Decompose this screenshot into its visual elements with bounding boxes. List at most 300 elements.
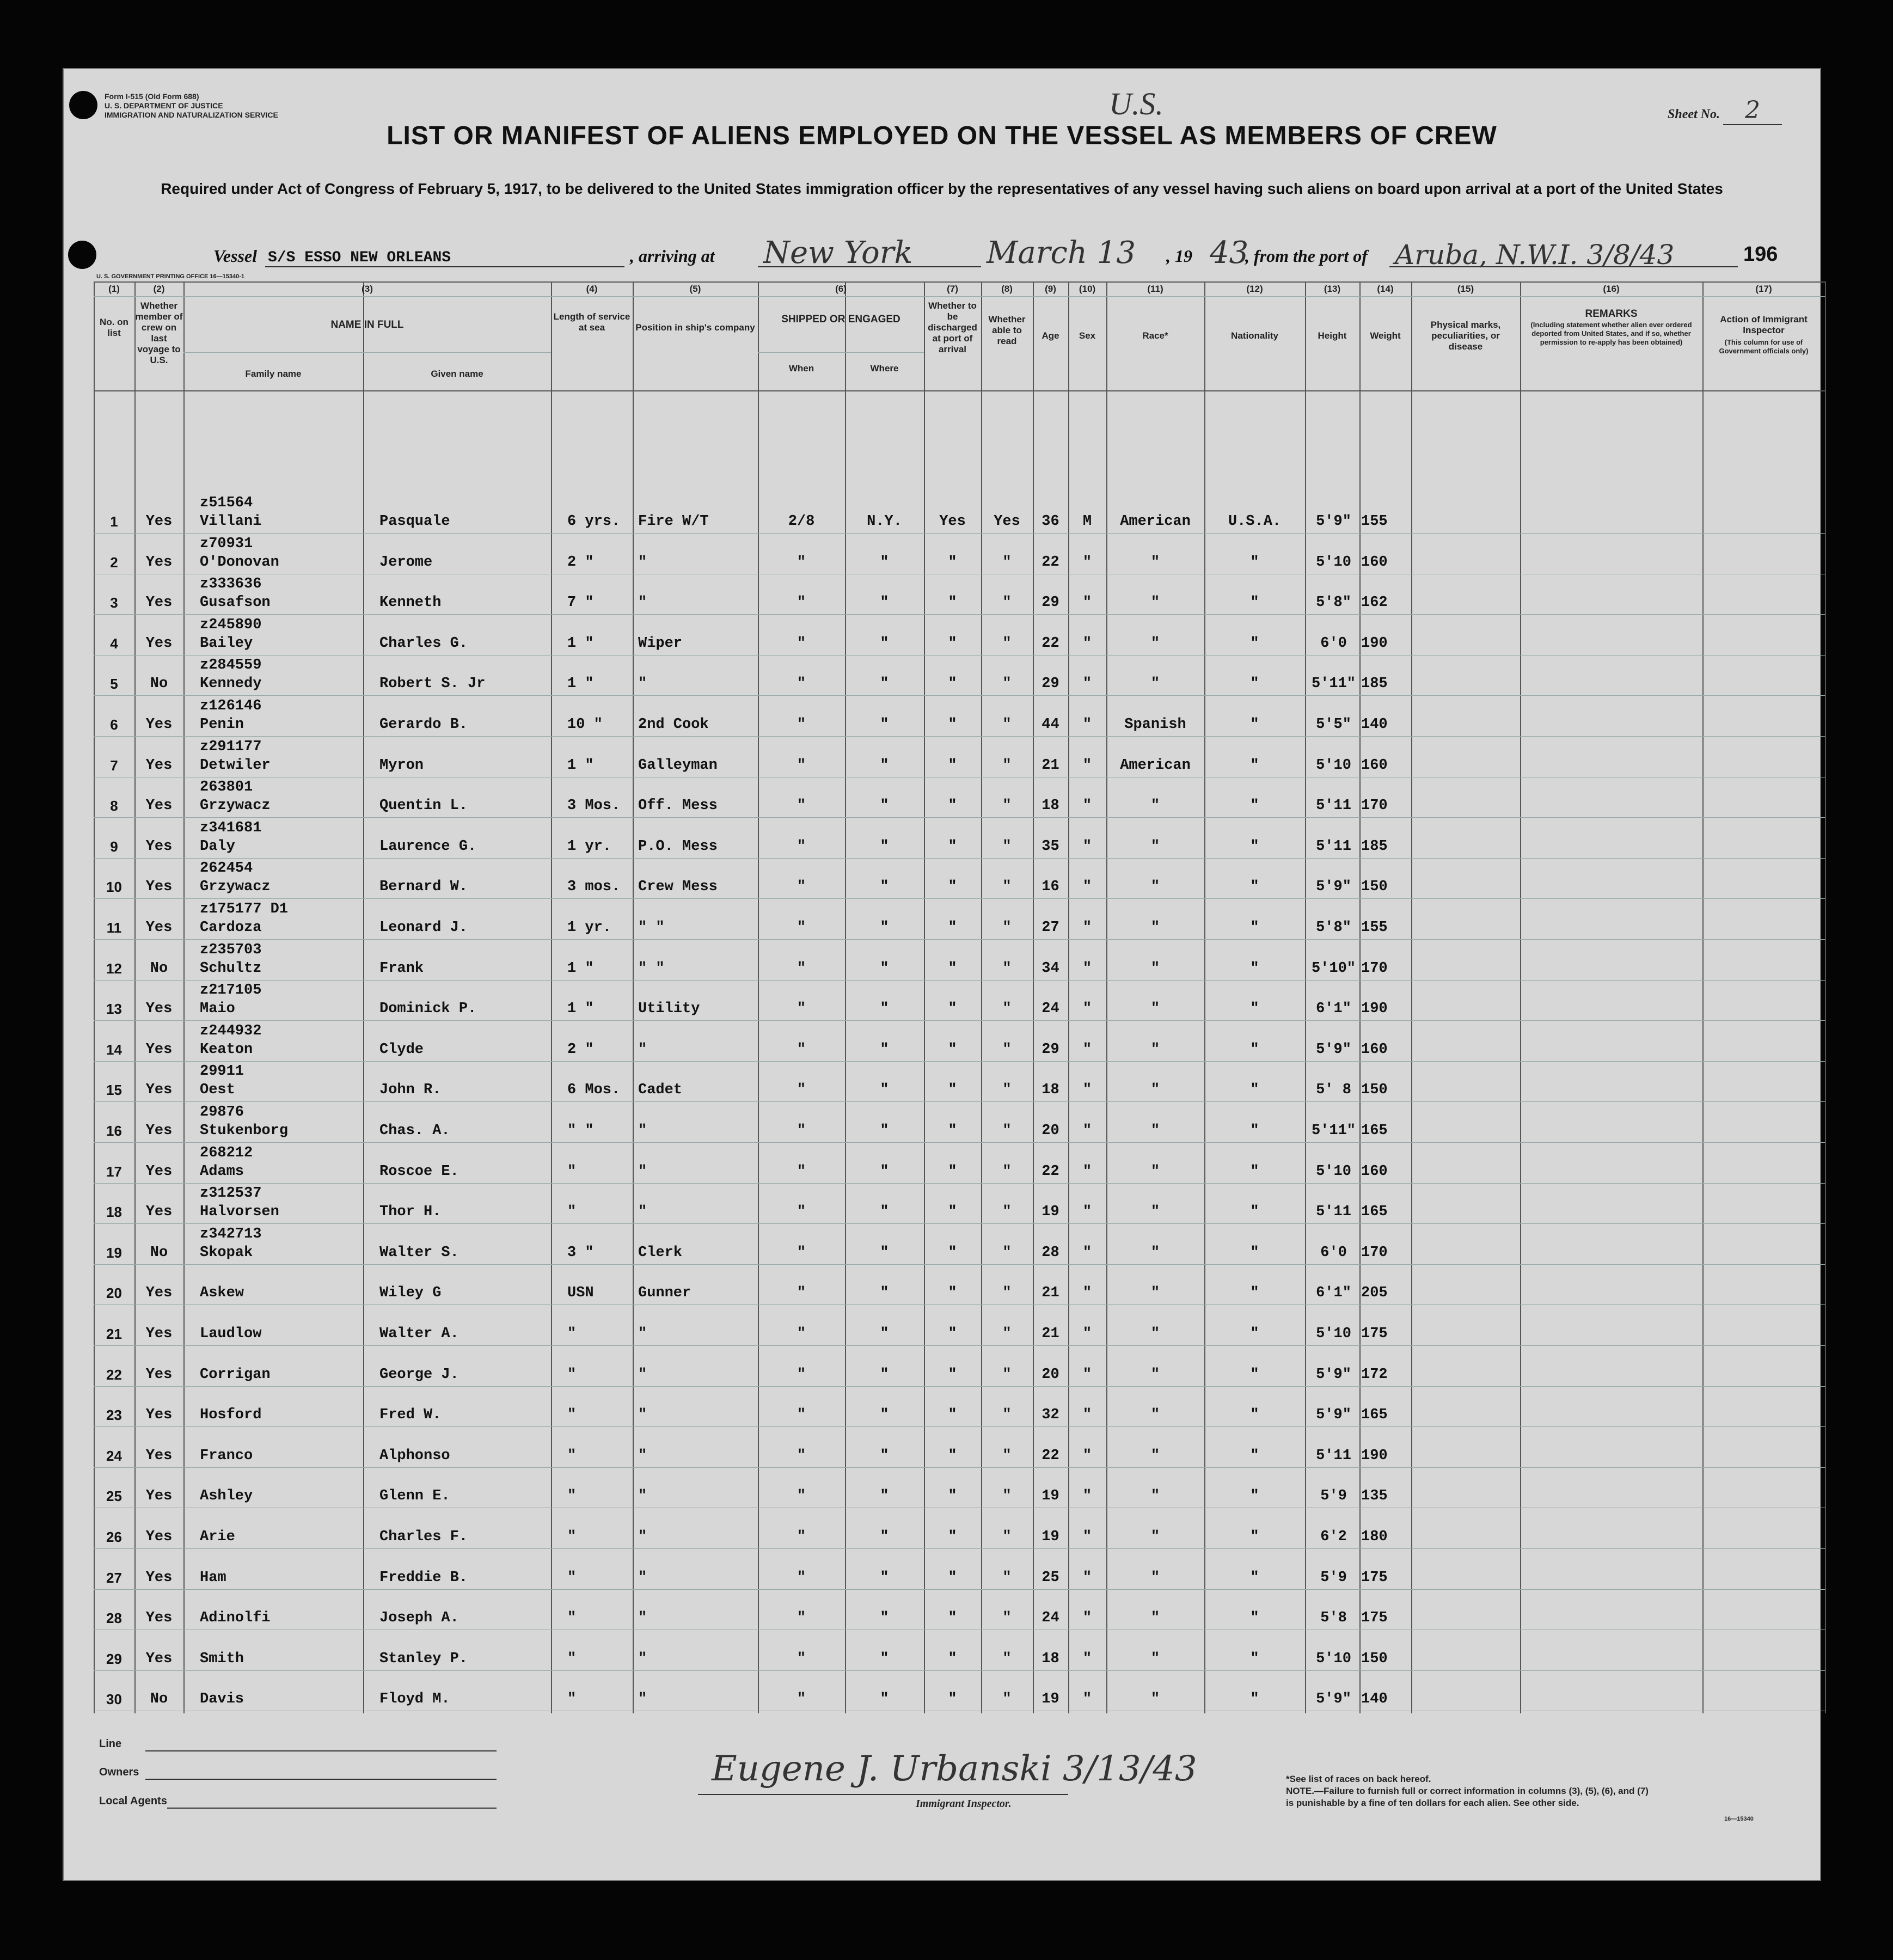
row-number: 29	[106, 1650, 122, 1667]
family-name: Ham	[200, 1569, 226, 1586]
height: 6'1"	[1316, 1001, 1351, 1018]
discharged: Yes	[939, 513, 966, 530]
shipped-where: "	[880, 1285, 889, 1302]
shipped-where: "	[880, 798, 889, 814]
col-number: (1)	[108, 284, 120, 294]
form-identifier	[105, 92, 278, 120]
shipped-where: "	[880, 1163, 889, 1180]
discharged: "	[948, 1326, 957, 1342]
family-name: Penin	[200, 716, 244, 733]
height: 6'0	[1320, 635, 1347, 652]
shipped-where: "	[880, 554, 889, 571]
able-to-read: "	[1002, 1163, 1012, 1180]
col-number: (4)	[586, 284, 598, 294]
given-name: Dominick P.	[379, 1001, 477, 1018]
race: "	[1150, 1610, 1160, 1627]
row-number: 17	[106, 1163, 122, 1180]
discharged: "	[948, 595, 957, 611]
family-name: Adinolfi	[200, 1610, 271, 1627]
page-title: LIST OR MANIFEST OF ALIENS EMPLOYED ON THE VESSEL AS MEMBERS OF CREW	[387, 121, 1497, 150]
row-rule	[94, 898, 1825, 899]
position: "	[638, 1407, 647, 1424]
able-to-read: "	[1002, 635, 1012, 652]
position: "	[638, 1569, 647, 1586]
race: "	[1150, 1650, 1160, 1667]
length-of-service: " "	[567, 1123, 594, 1139]
able-to-read: "	[1002, 1447, 1012, 1464]
row-rule	[94, 1020, 1825, 1021]
race: "	[1150, 595, 1160, 611]
position: "	[638, 1163, 647, 1180]
previous-voyage: Yes	[145, 920, 173, 936]
previous-voyage: Yes	[145, 1123, 173, 1139]
age: 21	[1042, 1285, 1059, 1302]
service-name: IMMIGRATION AND NATURALIZATION SERVICE	[105, 111, 278, 119]
shipped-when: "	[797, 1123, 806, 1139]
row-rule	[94, 1183, 1825, 1184]
nationality: "	[1250, 1244, 1259, 1261]
height: 5'9	[1320, 1569, 1347, 1586]
nationality: "	[1250, 798, 1259, 814]
sex: "	[1082, 838, 1092, 855]
race: "	[1150, 1285, 1160, 1302]
weight: 175	[1361, 1569, 1388, 1586]
given-name: Clyde	[379, 1041, 424, 1058]
family-name: Stukenborg	[200, 1123, 289, 1139]
binder-hole	[68, 241, 96, 269]
row-number: 27	[106, 1569, 122, 1586]
length-of-service: "	[567, 1650, 577, 1667]
position: "	[638, 1366, 647, 1383]
sex: "	[1082, 879, 1092, 896]
position: Cadet	[638, 1082, 683, 1099]
row-number: 21	[106, 1326, 122, 1342]
able-to-read: "	[1002, 1285, 1012, 1302]
length-of-service: 3 Mos.	[567, 798, 621, 814]
weight: 190	[1361, 1447, 1388, 1464]
length-of-service: 10 "	[567, 716, 603, 733]
able-to-read: "	[1002, 879, 1012, 896]
position: Clerk	[638, 1244, 683, 1261]
shipped-when: "	[797, 1529, 806, 1545]
nationality: "	[1250, 635, 1259, 652]
shipped-when: "	[797, 1691, 806, 1708]
shipped-where: "	[880, 838, 889, 855]
certificate-number: z291177	[200, 738, 262, 755]
age: 20	[1042, 1123, 1059, 1139]
row-rule	[94, 695, 1825, 696]
row-rule	[94, 1264, 1825, 1265]
family-name: Schultz	[200, 960, 262, 977]
family-name: Daly	[200, 838, 235, 855]
family-name: Gusafson	[200, 595, 271, 611]
race: "	[1150, 554, 1160, 571]
weight: 140	[1361, 1691, 1388, 1708]
previous-voyage: Yes	[145, 1041, 173, 1058]
able-to-read: "	[1002, 676, 1012, 693]
nationality: "	[1250, 1366, 1259, 1383]
given-name: Wiley G	[379, 1285, 442, 1302]
given-name: Laurence G.	[379, 838, 477, 855]
height: 5'9"	[1316, 1366, 1351, 1383]
row-number: 24	[106, 1447, 122, 1464]
family-name: Maio	[200, 1001, 235, 1018]
shipped-where: "	[880, 676, 889, 693]
age: 19	[1042, 1529, 1059, 1545]
nationality: "	[1250, 1204, 1259, 1221]
discharged: "	[948, 1447, 957, 1464]
shipped-when: "	[797, 676, 806, 693]
discharged: "	[948, 1366, 957, 1383]
given-name: Floyd M.	[379, 1691, 450, 1708]
row-rule	[94, 655, 1825, 656]
header-family-name: Family name	[245, 369, 302, 379]
shipped-where: "	[880, 920, 889, 936]
given-name: Roscoe E.	[379, 1163, 459, 1180]
given-name: Chas. A.	[379, 1123, 450, 1139]
col-number: (7)	[947, 284, 958, 294]
weight: 170	[1361, 798, 1388, 814]
discharged: "	[948, 1569, 957, 1586]
height: 5'10	[1316, 1650, 1351, 1667]
given-name: Alphonso	[379, 1447, 450, 1464]
sex: "	[1082, 798, 1092, 814]
previous-voyage: Yes	[145, 595, 173, 611]
weight: 165	[1361, 1407, 1388, 1424]
row-rule	[94, 980, 1825, 981]
nationality: "	[1250, 1285, 1259, 1302]
height: 5'9	[1320, 1488, 1347, 1505]
sex: "	[1082, 757, 1092, 774]
certificate-number: 263801	[200, 779, 253, 796]
header-given-name: Given name	[431, 369, 483, 379]
arrival-date: March 13	[987, 235, 1136, 271]
age: 24	[1042, 1610, 1059, 1627]
position: "	[638, 595, 647, 611]
length-of-service: "	[567, 1610, 577, 1627]
row-number: 28	[106, 1610, 122, 1627]
previous-voyage: No	[150, 1691, 168, 1708]
row-number: 4	[110, 635, 118, 652]
race: "	[1150, 1407, 1160, 1424]
sex: "	[1082, 1041, 1092, 1058]
certificate-number: z245890	[200, 616, 262, 633]
shipped-when: "	[797, 1610, 806, 1627]
previous-voyage: Yes	[145, 1082, 173, 1099]
shipped-where: "	[880, 1041, 889, 1058]
height: 5'11	[1316, 1204, 1351, 1221]
header-remarks-note: (Including statement whether alien ever ordered deported from United States, and if so, whether permission to re-apply has been obtained)	[1530, 321, 1692, 346]
able-to-read: "	[1002, 960, 1012, 977]
nationality: "	[1250, 1123, 1259, 1139]
nationality: "	[1250, 838, 1259, 855]
weight: 140	[1361, 716, 1388, 733]
discharged: "	[948, 879, 957, 896]
header-no-on-list: No. on list	[100, 317, 128, 338]
nationality: "	[1250, 1001, 1259, 1018]
col-number: (10)	[1079, 284, 1096, 294]
able-to-read: "	[1002, 757, 1012, 774]
col-number: (15)	[1457, 284, 1474, 294]
row-rule	[94, 614, 1825, 615]
family-name: Davis	[200, 1691, 244, 1708]
weight: 180	[1361, 1529, 1388, 1545]
row-number: 30	[106, 1691, 122, 1708]
row-number: 9	[110, 838, 118, 855]
family-name: Kennedy	[200, 676, 262, 693]
col-number: (16)	[1603, 284, 1620, 294]
discharged: "	[948, 1001, 957, 1018]
sex: "	[1082, 1650, 1092, 1667]
manifest-sheet	[63, 68, 1821, 1881]
certificate-number: 29911	[200, 1063, 244, 1080]
age: 35	[1042, 838, 1059, 855]
shipped-when: "	[797, 1082, 806, 1099]
length-of-service: 1 "	[567, 960, 594, 977]
family-name: Skopak	[200, 1244, 253, 1261]
shipped-where: N.Y.	[867, 513, 902, 530]
shipped-where: "	[880, 1691, 889, 1708]
race: "	[1150, 1529, 1160, 1545]
position: "	[638, 1691, 647, 1708]
previous-voyage: Yes	[145, 554, 173, 571]
shipped-when: "	[797, 595, 806, 611]
year-prefix: , 19	[1166, 246, 1192, 266]
row-number: 10	[106, 879, 122, 896]
height: 5'5"	[1316, 716, 1351, 733]
row-rule	[94, 1670, 1825, 1671]
previous-voyage: No	[150, 960, 168, 977]
discharged: "	[948, 1163, 957, 1180]
position: P.O. Mess	[638, 838, 718, 855]
race: American	[1120, 513, 1191, 530]
height: 5'10	[1316, 1326, 1351, 1342]
sex: "	[1082, 1529, 1092, 1545]
able-to-read: "	[1002, 1204, 1012, 1221]
family-name: Grzywacz	[200, 879, 271, 896]
family-name: Ashley	[200, 1488, 253, 1505]
discharged: "	[948, 798, 957, 814]
shipped-when: "	[797, 757, 806, 774]
binder-hole	[69, 91, 97, 119]
discharged: "	[948, 1123, 957, 1139]
given-name: Jerome	[379, 554, 433, 571]
given-name: Robert S. Jr	[379, 676, 486, 693]
row-number: 5	[110, 676, 118, 693]
shipped-when: "	[797, 838, 806, 855]
sex: "	[1082, 1691, 1092, 1708]
sheet-label: Sheet No.	[1668, 107, 1720, 121]
able-to-read: "	[1002, 1691, 1012, 1708]
length-of-service: "	[567, 1326, 577, 1342]
header-race: Race*	[1142, 330, 1168, 341]
certificate-number: 262454	[200, 860, 253, 877]
age: 22	[1042, 1447, 1059, 1464]
shipped-when: "	[797, 879, 806, 896]
age: 22	[1042, 1163, 1059, 1180]
age: 29	[1042, 595, 1059, 611]
weight: 150	[1361, 1082, 1388, 1099]
row-rule	[94, 1061, 1825, 1062]
shipped-when: "	[797, 920, 806, 936]
family-name: Laudlow	[200, 1326, 262, 1342]
subtitle: Required under Act of Congress of February 5, 1917, to be delivered to the United States immigration officer by the representatives of any vessel having such aliens on board upon arrival at a port of the United States	[161, 180, 1723, 197]
able-to-read: "	[1002, 838, 1012, 855]
shipped-when: "	[797, 1041, 806, 1058]
length-of-service: "	[567, 1488, 577, 1505]
race: "	[1150, 676, 1160, 693]
family-name: Adams	[200, 1163, 244, 1180]
age: 22	[1042, 554, 1059, 571]
shipped-where: "	[880, 1610, 889, 1627]
given-name: John R.	[379, 1082, 442, 1099]
height: 5'9"	[1316, 879, 1351, 896]
row-rule	[94, 1101, 1825, 1102]
row-number: 26	[106, 1529, 122, 1545]
height: 6'1"	[1316, 1285, 1351, 1302]
shipped-when: 2/8	[788, 513, 815, 530]
header-where: Where	[870, 363, 899, 373]
previous-voyage: Yes	[145, 1447, 173, 1464]
shipped-when: "	[797, 554, 806, 571]
certificate-number: z341681	[200, 819, 262, 836]
header-shipped-or-engaged: SHIPPED OR ENGAGED	[781, 314, 900, 325]
nationality: "	[1250, 757, 1259, 774]
discharged: "	[948, 1285, 957, 1302]
family-name: Halvorsen	[200, 1204, 279, 1221]
race: "	[1150, 879, 1160, 896]
col-number: (3)	[362, 284, 373, 294]
weight: 190	[1361, 1001, 1388, 1018]
discharged: "	[948, 554, 957, 571]
weight: 175	[1361, 1326, 1388, 1342]
nationality: "	[1250, 1163, 1259, 1180]
position: "	[638, 1204, 647, 1221]
row-rule	[94, 1345, 1825, 1346]
age: 18	[1042, 1082, 1059, 1099]
able-to-read: "	[1002, 1529, 1012, 1545]
shipped-when: "	[797, 1569, 806, 1586]
race: "	[1150, 1082, 1160, 1099]
vessel-line	[213, 235, 1792, 271]
height: 5'8"	[1316, 595, 1351, 611]
race: Spanish	[1124, 716, 1186, 733]
row-number: 13	[106, 1001, 122, 1018]
nationality: "	[1250, 1041, 1259, 1058]
family-name: Franco	[200, 1447, 253, 1464]
weight: 165	[1361, 1204, 1388, 1221]
weight: 160	[1361, 1163, 1388, 1180]
height: 5'11	[1316, 838, 1351, 855]
row-number: 11	[106, 920, 122, 936]
row-number: 2	[110, 554, 118, 571]
given-name: Walter S.	[379, 1244, 459, 1261]
able-to-read: "	[1002, 1650, 1012, 1667]
age: 32	[1042, 1407, 1059, 1424]
position: " "	[638, 960, 665, 977]
family-name: Grzywacz	[200, 798, 271, 814]
discharged: "	[948, 1488, 957, 1505]
able-to-read: Yes	[994, 513, 1020, 530]
previous-voyage: Yes	[145, 757, 173, 774]
position: Crew Mess	[638, 879, 718, 896]
able-to-read: "	[1002, 1041, 1012, 1058]
shipped-when: "	[797, 1650, 806, 1667]
shipped-where: "	[880, 1488, 889, 1505]
row-rule	[94, 1142, 1825, 1143]
previous-voyage: Yes	[145, 1650, 173, 1667]
certificate-number: z51564	[200, 495, 253, 511]
nationality: "	[1250, 1610, 1259, 1627]
discharged: "	[948, 1082, 957, 1099]
fine-note: NOTE.—Failure to furnish full or correct information in columns (3), (5), (6), and (7)	[1286, 1786, 1649, 1796]
height: 5'10	[1316, 1163, 1351, 1180]
height: 5'9"	[1316, 1041, 1351, 1058]
from-port-label: , from the port of	[1245, 246, 1368, 266]
race: "	[1150, 920, 1160, 936]
discharged: "	[948, 1041, 957, 1058]
age: 18	[1042, 1650, 1059, 1667]
length-of-service: 6 Mos.	[567, 1082, 621, 1099]
previous-voyage: Yes	[145, 838, 173, 855]
discharged: "	[948, 1650, 957, 1667]
shipped-when: "	[797, 960, 806, 977]
shipped-when: "	[797, 1285, 806, 1302]
given-name: Joseph A.	[379, 1610, 459, 1627]
printing-note: U. S. GOVERNMENT PRINTING OFFICE 16—15340-1	[96, 273, 245, 280]
row-number: 23	[106, 1407, 122, 1424]
sex: "	[1082, 1610, 1092, 1627]
certificate-number: z217105	[200, 982, 262, 999]
col-number: (11)	[1147, 284, 1163, 294]
able-to-read: "	[1002, 1123, 1012, 1139]
sex: "	[1082, 1366, 1092, 1383]
shipped-where: "	[880, 1447, 889, 1464]
sex: "	[1082, 920, 1092, 936]
shipped-when: "	[797, 716, 806, 733]
weight: 185	[1361, 838, 1388, 855]
row-rule	[94, 1548, 1825, 1549]
sex: "	[1082, 1244, 1092, 1261]
row-rule	[94, 939, 1825, 940]
position: "	[638, 1041, 647, 1058]
certificate-number: z312537	[200, 1185, 262, 1202]
length-of-service: "	[567, 1691, 577, 1708]
col-number: (8)	[1001, 284, 1013, 294]
header-when: When	[788, 363, 814, 373]
header-sex: Sex	[1079, 330, 1096, 341]
able-to-read: "	[1002, 1001, 1012, 1018]
col-number: (14)	[1377, 284, 1394, 294]
height: 5'11	[1316, 1447, 1351, 1464]
able-to-read: "	[1002, 716, 1012, 733]
row-rule	[94, 1426, 1825, 1427]
given-name: George J.	[379, 1366, 459, 1383]
nationality: "	[1250, 1691, 1259, 1708]
weight: 162	[1361, 595, 1388, 611]
position: 2nd Cook	[638, 716, 709, 733]
owners-label: Owners	[99, 1766, 139, 1778]
sex: "	[1082, 595, 1092, 611]
age: 21	[1042, 1326, 1059, 1342]
age: 18	[1042, 798, 1059, 814]
length-of-service: 1 "	[567, 676, 594, 693]
department-name: U. S. DEPARTMENT OF JUSTICE	[105, 101, 223, 110]
length-of-service: "	[567, 1407, 577, 1424]
col-number: (5)	[689, 284, 701, 294]
previous-voyage: Yes	[145, 879, 173, 896]
race: "	[1150, 838, 1160, 855]
